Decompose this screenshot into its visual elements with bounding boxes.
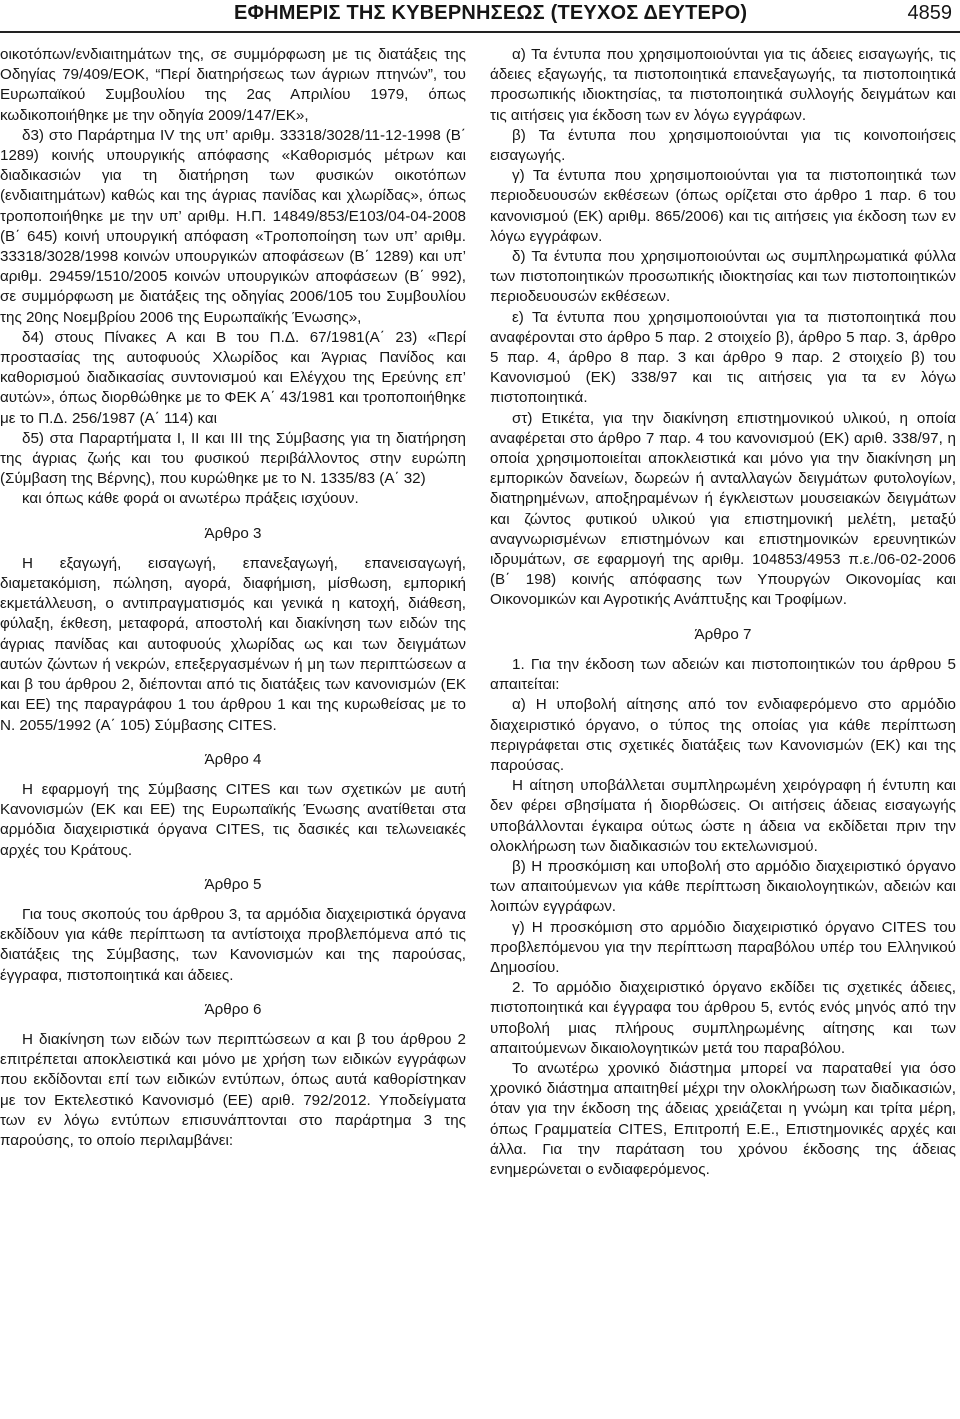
item-d: δ) Τα έντυπα που χρησιμοποιούνται ως συμπληρωματικά φύλλα των πιστοποιητικών προσωπικής ιδιοκτησίας και των πιστοποιητικών περιοδευουσών εκθέσεων. bbox=[490, 248, 956, 306]
article-7-item-c: γ) Η προσκόμιση στο αρμόδιο διαχειριστικό όργανο CITES του προβλεπόμενου για την περίπτωση παραβόλου υπέρ του Ελληνικού Δημοσίου. bbox=[490, 918, 956, 976]
article-3-text: Η εξαγωγή, εισαγωγή, επανεξαγωγή, επανεισαγωγή, διαμετακόμιση, πώληση, αγορά, διαφήμιση, μίσθωση, εμπορική εκμετάλλευση, ο αντιπραγματισμός και γενικά η κατοχή, διάθεση, φύλαξη, έκθεση, μεταφορά, αποστολή και διακίνηση των ειδών της άγριας πανίδας και αυτοφυούς χλωρίδας ως και των δειγμάτων αυτών ζώντων ή νεκρών, επεξεργασμένων ή μη των περιπτώσεων α και β του άρθρου 2, διέπονται από τις διατάξεις των κανονισμών (ΕΚ και ΕΕ) της παραγράφου 1 του άρθρου 1 και της κυρωθείσας με το Ν. 2055/1992 (Α΄ 105) Σύμβασης CITES. bbox=[0, 554, 466, 734]
article-5-text: Για τους σκοπούς του άρθρου 3, τα αρμόδια διαχειριστικά όργανα εκδίδουν για κάθε περίπτωση τα αντίστοιχα προβλεπόμενα από τις διατάξεις της Σύμβασης, των Κανονισμών και της παρούσας, έγγραφα, πιστοποιητικά και άδειες. bbox=[0, 905, 466, 984]
article-6-heading: Άρθρο 6 bbox=[204, 1000, 262, 1018]
paragraph-d4: δ4) στους Πίνακες Α και Β του Π.Δ. 67/1981(Α΄ 23) «Περί προστασίας της αυτοφυούς Χλωρίδος και Άγριας Πανίδος και καθορισμού διαδικασίας συντονισμού και Ελέγχου της Ερεύνης επ’ αυτών», όπως διορθώθηκε με το ΦΕΚ Α΄ 43/1981 και τροποποιήθηκε με το Π.Δ. 256/1987 (Α΄ 114) και bbox=[0, 328, 466, 427]
article-4-text: Η εφαρμογή της Σύμβασης CITES και των σχετικών με αυτή Κανονισμών (ΕΚ και ΕΕ) της Ευρωπαϊκής Ένωσης ανατίθεται στα αρμόδια διαχειριστικά όργανα CITES, τις δασικές και τελωνειακές αρχές του Κράτους. bbox=[0, 780, 466, 859]
right-column bbox=[490, 45, 956, 1180]
left-column bbox=[0, 45, 466, 1151]
article-4-heading: Άρθρο 4 bbox=[204, 750, 262, 768]
paragraph-continuation: οικοτόπων/ενδιαιτημάτων της, σε συμμόρφωση με τις διατάξεις της Οδηγίας 79/409/ΕΟΚ, “Περί διατηρήσεως των άγριων πτηνών”, του Ευρωπαϊκού Συμβουλίου της 2ας Απριλίου 1979, όπως κωδικοποιήθηκε με την οδηγία 2009/147/ΕΚ», bbox=[0, 46, 466, 124]
article-7-item-a: α) Η υποβολή αίτησης από τον ενδιαφερόμενο στο αρμόδιο διαχειριστικό όργανο, ο τύπος της οποίας για κάθε περίπτωση περιγράφεται στις σχετικές διατάξεις των Κανονισμών (ΕΚ) και της παρούσας. bbox=[490, 696, 956, 774]
article-6-text: Η διακίνηση των ειδών των περιπτώσεων α και β του άρθρου 2 επιτρέπεται αποκλειστικά και μόνο με χρήση των ειδικών εγγράφων που εκδίδονται επί των ειδικών εντύπων, όπως αυτά καθορίστηκαν με τον Εκτελεστικό Κανονισμό (ΕΕ) αριθ. 792/2012. Υποδείγματα των εν λόγω εντύπων επισυνάπτονται στο παράρτημα 3 της παρούσης, το οποίο περιλαμβάνει: bbox=[0, 1030, 466, 1149]
article-7-heading: Άρθρο 7 bbox=[694, 625, 752, 643]
item-b: β) Τα έντυπα που χρησιμοποιούνται για τις κοινοποιήσεις εισαγωγής. bbox=[490, 126, 956, 165]
article-7-paragraph-2: 2. Το αρμόδιο διαχειριστικό όργανο εκδίδει τις σχετικές άδειες, πιστοποιητικά και έγγραφα του άρθρου 5, εντός ενός μηνός από την υποβολή μιας πλήρους συμπληρωμένης αίτησης και των απαιτούμενων δικαιολογητικών μετά του παραβόλου. bbox=[490, 979, 956, 1057]
gazette-title: ΕΦΗΜΕΡΙΣ ΤΗΣ ΚΥΒΕΡΝΗΣΕΩΣ (ΤΕΥΧΟΣ ΔΕΥΤΕΡΟ) bbox=[234, 2, 748, 24]
paragraph-validity: και όπως κάθε φορά οι ανωτέρω πράξεις ισχύουν. bbox=[22, 490, 359, 508]
page-header bbox=[0, 0, 960, 34]
paragraph-d5: δ5) στα Παραρτήματα I, II και III της Σύμβασης για τη διατήρηση της άγριας ζωής και του φυσικού περιβάλλοντος στην ευρώπη (Σύμβαση της Βέρνης), που κυρώθηκε με το Ν. 1335/83 (Α΄ 32) bbox=[0, 429, 466, 488]
paragraph-d3: δ3) στο Παράρτημα IV της υπ’ αριθμ. 33318/3028/11-12-1998 (Β΄ 1289) κοινής υπουργικής απόφασης «Καθορισμός μέτρων και διαδικασιών για τη διατήρηση των φυσικών οικοτόπων (ενδιαιτημάτων) καθώς και της άγριας πανίδας και χλωρίδας», όπως τροποποιήθηκε με την υπ’ αριθμ. Η.Π. 14849/853/Ε103/04-04-2008 (Β΄ 645) κοινή υπουργική απόφαση «Τροποποίηση των υπ’ αριθμ. 33318/3028/1998 κοινών υπουργικών αποφάσεων (Β΄ 1289) και υπ’ αριθμ. 29459/1510/2005 κοινών υπουργικών αποφάσεων (Β΄ 992), σε συμμόρφωση με διατάξεις της οδηγίας 2006/105 του Συμβουλίου της 20ης Νοεμβρίου 2006 της Ευρωπαϊκής Ένωσης», bbox=[0, 126, 466, 326]
page-number: 4859 bbox=[907, 2, 952, 24]
article-7-extension: Το ανωτέρω χρονικό διάστημα μπορεί να παραταθεί για όσο χρονικό διάστημα απαιτηθεί μέχρι την ολοκλήρωση των διαδικασιών, όταν για την έκδοση της άδειας χρειάζεται η γνώμη και τρίτα μέρη, όπως Γραμματεία CITES, Επιτροπή Ε.Ε., Επιστημονικές αρχές και άλλα. Για την παράταση του χρόνου έκδοσης της άδειας ενημερώνεται ο ενδιαφερόμενος. bbox=[490, 1059, 956, 1178]
article-5-heading: Άρθρο 5 bbox=[204, 875, 262, 893]
item-st: στ) Ετικέτα, για την διακίνηση επιστημονικού υλικού, η οποία αναφέρεται στο άρθρο 7 παρ. 4 του κανονισμού (ΕΚ) αριθ. 338/97, η οποία χρησιμοποιείται αποκλειστικά και μόνο για την διακίνηση μη εμπορικών δανείων, δωρεών ή ανταλλαγών δειγμάτων φυτολογίων, διατηρημένων, αποξηραμένων ή έγκλειστων μουσειακών δειγμάτων και ζώντος φυτικού υλικού για επιστημονική μελέτη, μεταξύ αναγνωρισμένων επιστημόνων και επιστημονικών ερευνητικών ιδρυμάτων, σε εφαρμογή της αριθμ. 104853/4953 π.ε./06-02-2006 (Β΄ 198) κοινής απόφασης των Υπουργών Οικονομίας και Οικονομικών και Αγροτικής Ανάπτυξης και Τροφίμων. bbox=[490, 409, 956, 609]
item-e: ε) Τα έντυπα που χρησιμοποιούνται για τα πιστοποιητικά που αναφέρονται στο άρθρο 5 παρ. 2 στοιχείο β), άρθρο 5 παρ. 3, άρθρο 5 παρ. 4, άρθρο 8 παρ. 3 και άρθρο 9 παρ. 2 στοιχείο β) του Κανονισμού (ΕΚ) 338/97 και τις αιτήσεις για τα εν λόγω πιστοποιητικά. bbox=[490, 308, 956, 407]
item-c: γ) Τα έντυπα που χρησιμοποιούνται για τα πιστοποιητικά των περιοδευουσών εκθέσεων (όπως ορίζεται στο άρθρο 1 παρ. 6 του κανονισμού (ΕΚ) αριθμ. 865/2006) και τις αιτήσεις για έκδοση των εν λόγω εγγράφων. bbox=[490, 167, 956, 245]
item-a: α) Τα έντυπα που χρησιμοποιούνται για τις άδειες εισαγωγής, τις άδειες εξαγωγής, τα πιστοποιητικά επανεξαγωγής, τα πιστοποιητικά προσωπικής ιδιοκτησίας, τα πιστοποιητικά συλλογής δειγμάτων και τις αιτήσεις για έκδοση των εν λόγω εγγράφων. bbox=[490, 46, 956, 124]
header-divider bbox=[0, 31, 960, 33]
article-7-item-b: β) Η προσκόμιση και υποβολή στο αρμόδιο διαχειριστικό όργανο των απαιτούμενων για κάθε περίπτωση δικαιολογητικών, αδειών και λοιπών εγγράφων. bbox=[490, 857, 956, 916]
article-3-heading: Άρθρο 3 bbox=[204, 524, 262, 542]
article-7-application-note: Η αίτηση υποβάλλεται συμπληρωμένη χειρόγραφη ή έντυπη και δεν φέρει σβησίματα ή διορθώσεις. Οι αιτήσεις άδειας εισαγωγής υποβάλλονται έγκαιρα ούτως ώστε η άδεια να εκδίδεται πριν την ολοκλήρωση των διαδικασιών του εκτελωνισμού. bbox=[490, 777, 956, 855]
article-7-paragraph-1: 1. Για την έκδοση των αδειών και πιστοποιητικών του άρθρου 5 απαιτείται: bbox=[490, 655, 956, 694]
